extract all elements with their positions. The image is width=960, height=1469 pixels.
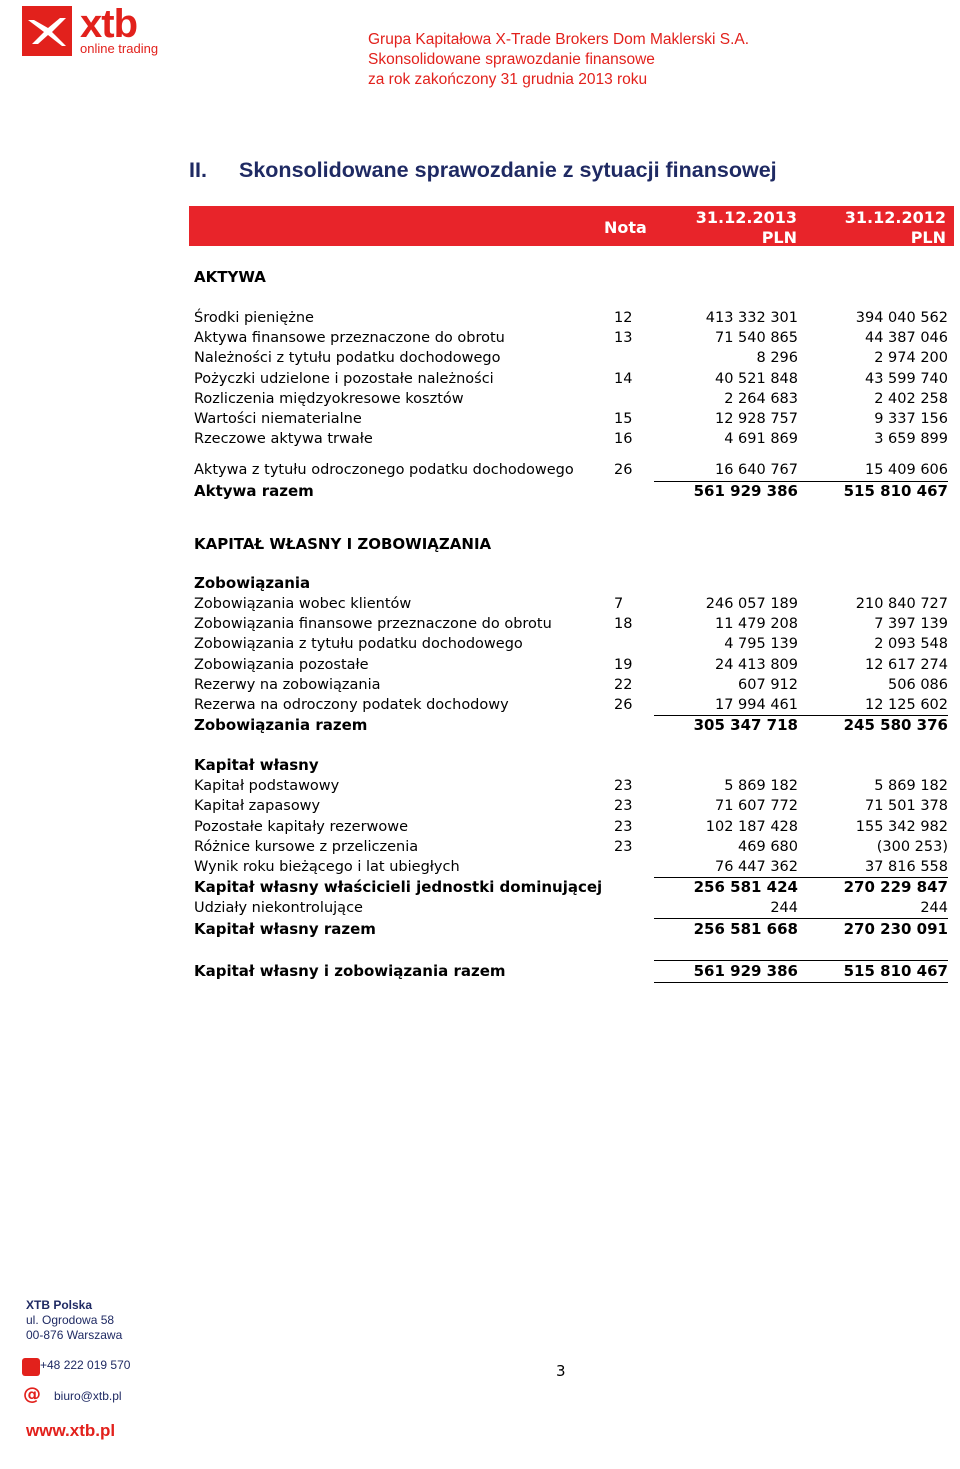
row-value-2013: 2 264 683: [724, 390, 798, 407]
row-value-2013: 4 795 139: [724, 636, 798, 653]
row-label: Pozostałe kapitały rezerwowe: [194, 818, 409, 835]
table-row: [194, 796, 954, 816]
table-row: [194, 837, 954, 857]
row-label: Aktywa finansowe przeznaczone do obrotu: [194, 330, 505, 347]
row-value-2012: 44 387 046: [864, 330, 948, 347]
email-icon: @: [23, 1384, 41, 1405]
row-label: Należności z tytułu podatku dochodowego: [194, 350, 501, 367]
row-value-2012: 394 040 562: [855, 310, 948, 326]
table-row: [194, 776, 954, 796]
row-value-2012: 12 125 602: [864, 697, 948, 713]
row-value-2013: 561 929 386: [693, 962, 798, 980]
row-value-2012: 7 397 139: [874, 616, 948, 633]
table-header-bar: [189, 206, 954, 246]
row-label: Kapitał podstawowy: [194, 778, 340, 794]
row-value-2013: 71 607 772: [714, 798, 798, 815]
row-value-2012: (300 253): [876, 838, 948, 855]
row-label: Zobowiązania z tytułu podatku dochodowego: [194, 636, 523, 653]
header-col-2013-unit: PLN: [761, 228, 797, 247]
table-row: [194, 328, 954, 348]
row-value-2013: 102 187 428: [705, 818, 798, 835]
liabilities-total-row: [194, 715, 954, 735]
header-col-2012-unit: PLN: [910, 228, 946, 247]
row-value-2012: 270 230 091: [843, 920, 948, 938]
row-value-2013: 305 347 718: [693, 716, 798, 734]
row-value-2012: 15 409 606: [864, 462, 948, 478]
row-value-2013: 11 479 208: [714, 616, 798, 633]
row-value-2013: 24 413 809: [714, 656, 798, 673]
row-note: 22: [614, 676, 633, 693]
equity-liabilities-heading: KAPITAŁ WŁASNY I ZOBOWIĄZANIA: [194, 535, 492, 553]
row-note: 15: [614, 411, 633, 427]
row-value-2013: 413 332 301: [705, 310, 798, 326]
row-value-2012: 9 337 156: [874, 411, 948, 427]
header-report: Skonsolidowane sprawozdanie finansowe: [368, 51, 655, 68]
section-title: Skonsolidowane sprawozdanie z sytuacji finansowej: [239, 158, 777, 182]
header-col-2012: [845, 208, 946, 248]
footer-email[interactable]: biuro@xtb.pl: [54, 1389, 122, 1403]
row-value-2013: 256 581 424: [693, 878, 798, 896]
row-value-2013: 17 994 461: [714, 697, 798, 713]
assets-heading: AKTYWA: [194, 268, 266, 286]
row-value-2012: 515 810 467: [843, 482, 948, 500]
row-label: Zobowiązania razem: [194, 716, 368, 734]
row-value-2012: 244: [920, 900, 948, 916]
row-label: Udziały niekontrolujące: [194, 900, 363, 916]
row-label: Rzeczowe aktywa trwałe: [194, 431, 373, 448]
table-row: [194, 389, 954, 409]
table-row: [194, 429, 954, 449]
equity-total-row: [194, 919, 954, 939]
table-row: [194, 460, 954, 480]
footer-website[interactable]: www.xtb.pl: [26, 1421, 116, 1440]
row-label: Kapitał własny razem: [194, 920, 376, 938]
row-value-2013: 5 869 182: [724, 778, 798, 794]
row-note: 26: [614, 697, 633, 713]
row-label: Rozliczenia międzyokresowe kosztów: [194, 390, 464, 407]
row-value-2013: 246 057 189: [705, 596, 798, 612]
table-row: [194, 369, 954, 389]
row-value-2012: 515 810 467: [843, 962, 948, 980]
row-value-2013: 256 581 668: [693, 920, 798, 938]
row-value-2012: 506 086: [888, 676, 948, 693]
logo-mark-icon: [22, 6, 72, 56]
table-row: [194, 409, 954, 429]
row-value-2012: 37 816 558: [864, 859, 948, 876]
header-col-2013: [696, 208, 797, 248]
page-number: 3: [556, 1362, 566, 1380]
table-row: [194, 695, 954, 715]
equity-parent-total-row: [194, 877, 954, 897]
row-value-2012: 210 840 727: [855, 596, 948, 612]
row-value-2012: 43 599 740: [864, 370, 948, 387]
footer-city: 00-876 Warszawa: [26, 1328, 123, 1342]
phone-icon: [22, 1358, 40, 1376]
logo-subtitle: online trading: [80, 41, 159, 56]
logo-text: xtb: [80, 2, 137, 46]
row-note: 23: [614, 798, 633, 815]
row-label: Aktywa z tytułu odroczonego podatku dochodowego: [194, 462, 574, 478]
table-row: [194, 308, 954, 328]
equity-heading: Kapitał własny: [194, 756, 319, 774]
row-value-2013: 40 521 848: [714, 370, 798, 387]
row-note: 18: [614, 616, 633, 633]
row-note: 7: [614, 596, 624, 612]
row-label: Kapitał własny i zobowiązania razem: [194, 962, 506, 980]
grand-total-line-bottom-1: [654, 982, 800, 983]
row-label: Zobowiązania finansowe przeznaczone do obrotu: [194, 616, 552, 633]
row-value-2013: 76 447 362: [714, 859, 798, 876]
header-company: Grupa Kapitałowa X-Trade Brokers Dom Maklerski S.A.: [368, 31, 750, 48]
row-value-2013: 607 912: [738, 676, 798, 693]
row-label: Wynik roku bieżącego i lat ubiegłych: [194, 859, 460, 876]
row-label: Rezerwa na odroczony podatek dochodowy: [194, 697, 509, 713]
row-value-2013: 12 928 757: [714, 411, 798, 427]
footer-phone: +48 222 019 570: [40, 1358, 131, 1372]
header-nota: Nota: [604, 218, 647, 237]
row-value-2012: 155 342 982: [855, 818, 948, 835]
row-value-2013: 16 640 767: [714, 462, 798, 478]
table-row: [194, 655, 954, 675]
row-label: Wartości niematerialne: [194, 411, 362, 427]
table-row: [194, 614, 954, 634]
table-row: [194, 634, 954, 654]
table-row: [194, 675, 954, 695]
footer-company: XTB Polska: [26, 1298, 93, 1312]
table-row: [194, 857, 954, 877]
row-note: 23: [614, 778, 633, 794]
row-label: Kapitał własny właścicieli jednostki dominującej: [194, 878, 603, 896]
row-value-2012: 2 402 258: [874, 390, 948, 407]
row-note: 16: [614, 431, 633, 448]
row-value-2012: 71 501 378: [864, 798, 948, 815]
row-note: 23: [614, 838, 633, 855]
equity-nci-row: [194, 898, 954, 918]
row-label: Zobowiązania pozostałe: [194, 656, 369, 673]
row-note: 19: [614, 656, 633, 673]
row-label: Środki pieniężne: [194, 310, 314, 326]
row-note: 23: [614, 818, 633, 835]
row-label: Zobowiązania wobec klientów: [194, 596, 412, 612]
row-value-2013: 8 296: [756, 350, 798, 367]
grand-total-row: [194, 961, 954, 981]
row-value-2013: 469 680: [738, 838, 798, 855]
liabilities-heading: Zobowiązania: [194, 574, 311, 592]
row-value-2012: 2 974 200: [874, 350, 948, 367]
row-value-2013: 4 691 869: [724, 431, 798, 448]
page-title: [189, 158, 777, 183]
row-value-2013: 561 929 386: [693, 482, 798, 500]
row-label: Aktywa razem: [194, 482, 314, 500]
row-label: Pożyczki udzielone i pozostałe należności: [194, 370, 494, 387]
row-value-2012: 2 093 548: [874, 636, 948, 653]
row-label: Rezerwy na zobowiązania: [194, 676, 381, 693]
row-value-2012: 12 617 274: [864, 656, 948, 673]
row-note: 12: [614, 310, 633, 326]
header-col-2013-date: 31.12.2013: [695, 208, 797, 227]
row-note: 26: [614, 462, 633, 478]
header-period: za rok zakończony 31 grudnia 2013 roku: [368, 71, 648, 88]
row-note: 14: [614, 370, 633, 387]
header-col-2012-date: 31.12.2012: [844, 208, 946, 227]
table-row: [194, 817, 954, 837]
row-value-2013: 244: [770, 900, 798, 916]
row-value-2012: 245 580 376: [843, 716, 948, 734]
row-value-2013: 71 540 865: [714, 330, 798, 347]
table-row: [194, 594, 954, 614]
row-label: Różnice kursowe z przeliczenia: [194, 838, 419, 855]
footer-street: ul. Ogrodowa 58: [26, 1313, 115, 1327]
table-row: [194, 348, 954, 368]
assets-total-row: [194, 481, 954, 501]
section-number: II.: [189, 158, 207, 182]
row-value-2012: 3 659 899: [874, 431, 948, 448]
grand-total-line-bottom-2: [800, 982, 948, 983]
row-label: Kapitał zapasowy: [194, 798, 321, 815]
row-note: 13: [614, 330, 633, 347]
row-value-2012: 5 869 182: [874, 778, 948, 794]
row-value-2012: 270 229 847: [843, 878, 948, 896]
